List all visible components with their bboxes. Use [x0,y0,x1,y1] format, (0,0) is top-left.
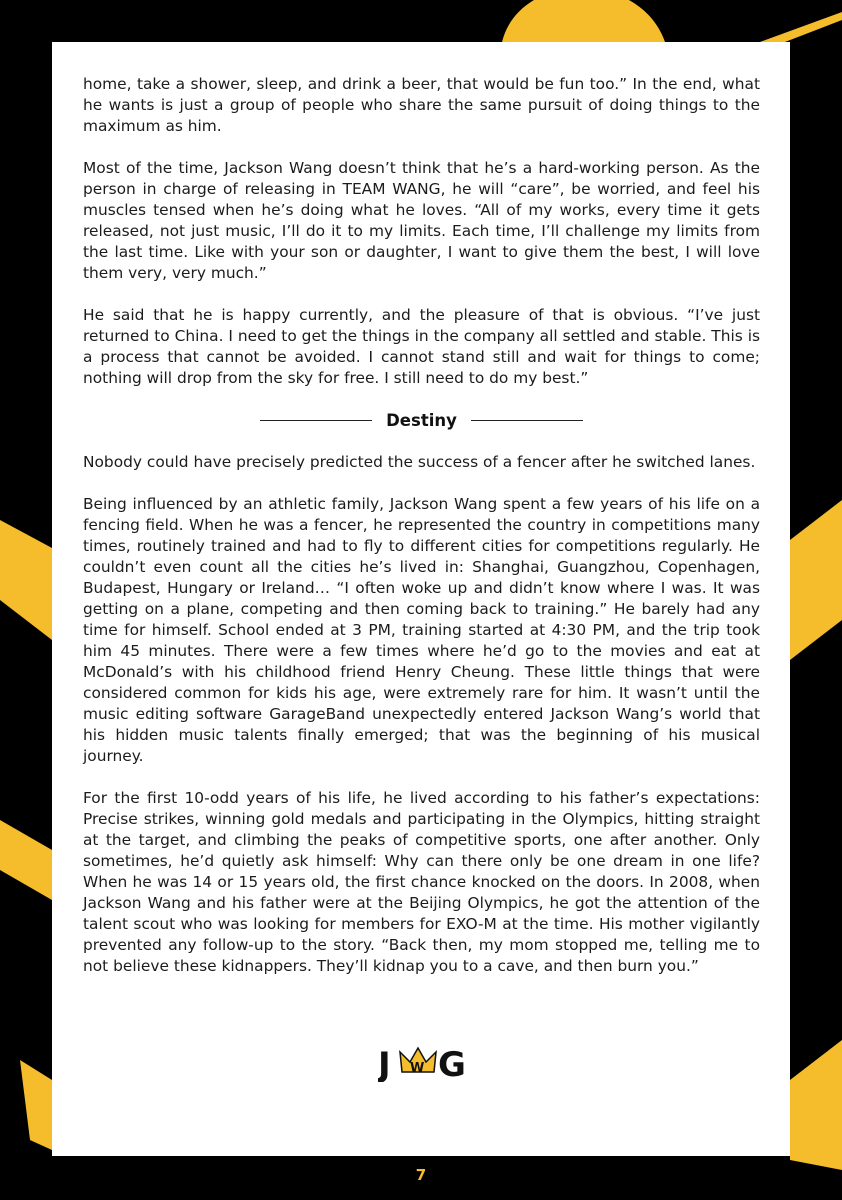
divider-line-right [471,420,583,421]
article-paragraph: Being influenced by an athletic family, Jackson Wang spent a few years of his life on a fencing field. When he was a fencer, he represented the country in competitions many times, routinely trained and had to fly to different cities for competitions regularly. He couldn’t even count all the cities he’s lived in: Shanghai, Guangzhou, Copenhagen, Budapest, Hungary or Ireland… “I often woke up and didn’t know where I was. It was getting on a plane, competing and then coming back to training.” He barely had any time for himself. School ended at 3 PM, training started at 4:30 PM, and the trip took him 45 minutes. There were a few times where he’d go to the movies and eat at McDonald’s with his childhood friend Henry Cheung. These little things that were considered common for kids his age, were extremely rare for him. It wasn’t until the music editing software GarageBand unexpectedly entered Jackson Wang’s world that his hidden music talents finally emerged; that was the beginning of his musical journey. [83,495,760,765]
article-body [83,74,760,977]
page-number: 7 [415,1166,427,1184]
article-paragraph: home, take a shower, sleep, and drink a beer, that would be fun too.” In the end, what he wants is just a group of people who share the same pursuit of doing things to the maximum as him. [83,75,760,135]
article-paragraph: Most of the time, Jackson Wang doesn’t think that he’s a hard-working person. As the person in charge of releasing in TEAM WANG, he will “care”, be worried, and feel his muscles tensed when he’s doing what he loves. “All of my works, every time it gets released, not just music, I’ll do it to my limits. Each time, I’ll challenge my limits from the last time. Like with your son or daughter, I want to give them the best, I will love them very, very much.” [83,159,760,282]
logo-letter-w: W [410,1061,425,1076]
article-paragraph: He said that he is happy currently, and the pleasure of that is obvious. “I’ve just returned to China. I need to get the things in the company all settled and stable. This is a process that cannot be avoided. I cannot stand still and wait for things to come; nothing will drop from the sky for free. I still need to do my best.” [83,306,760,387]
logo-letter-j: J [378,1045,391,1082]
logo-letter-g: G [438,1045,466,1082]
yellow-stroke-bottom-right [790,1040,842,1170]
jwg-logo [378,1042,466,1082]
article-paragraph: Nobody could have precisely predicted the success of a fencer after he switched lanes. [83,453,756,471]
yellow-stroke-right [790,500,842,660]
section-heading: Destiny [386,410,457,430]
section-divider [83,406,760,434]
divider-line-left [260,420,372,421]
page-sheet [52,42,790,1156]
yellow-stroke-left-lower [0,820,52,900]
yellow-arc-top-right [502,0,665,42]
article-paragraph: For the first 10-odd years of his life, he lived according to his father’s expectations: Precise strikes, winning gold medals and participating in the Olympics, hitting straight at the target, and climbing the peaks of competitive sports, one after another. Only sometimes, he’d quietly ask himself: Why can there only be one dream in one life? When he was 14 or 15 years old, the first chance knocked on the doors. In 2008, when Jackson Wang and his father were at the Beijing Olympics, he got the attention of the talent scout who was looking for members for EXO-M at the time. His mother vigilantly prevented any follow-up to the story. “Back then, my mom stopped me, telling me to not believe these kidnappers. They’ll kidnap you to a cave, and then burn you.” [83,789,760,975]
yellow-stroke-left [0,520,52,640]
yellow-stroke-bottom-left [20,1060,52,1150]
yellow-stroke-top-right [760,12,842,42]
